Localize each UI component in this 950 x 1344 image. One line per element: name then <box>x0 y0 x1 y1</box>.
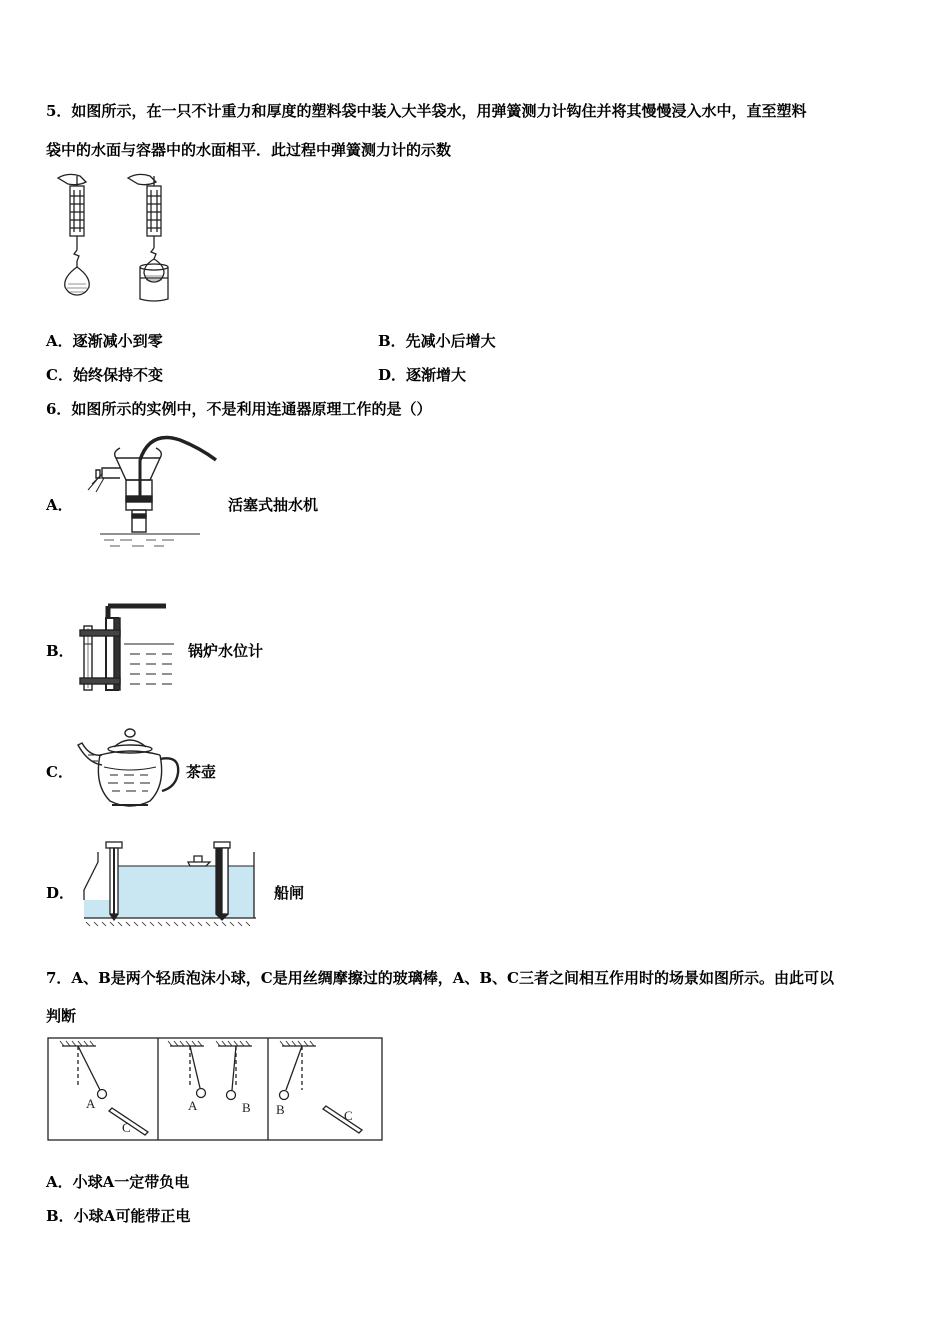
q7-option-a[interactable]: A．小球A一定带负电 <box>46 1173 190 1191</box>
q7-label-b-panel2: B <box>242 1100 251 1115</box>
q7-label-b-panel3: B <box>276 1102 285 1117</box>
q6-option-c-letter[interactable]: C． <box>46 763 73 781</box>
q5-option-b[interactable]: B．先减小后增大 <box>378 332 496 350</box>
q7-option-b[interactable]: B．小球A可能带正电 <box>46 1207 191 1225</box>
q5-stem-line1: 5．如图所示，在一只不计重力和厚度的塑料袋中装入大半袋水，用弹簧测力计钩住并将其慢慢浸入水中，直至塑料 <box>46 102 807 120</box>
q6-option-a-letter[interactable]: A． <box>46 496 73 514</box>
q6-option-d-caption: 船闸 <box>274 884 305 902</box>
q6-option-a-caption: 活塞式抽水机 <box>228 496 319 514</box>
q7-stem-line1: 7．A、B是两个轻质泡沫小球，C是用丝绸摩擦过的玻璃棒，A、B、C三者之间相互作用时的场景如图所示。由此可以 <box>46 969 834 987</box>
q6-option-d-letter[interactable]: D． <box>46 884 75 902</box>
q7-stem-line2: 判断 <box>46 1007 77 1025</box>
q5-figure-spring-scale <box>44 172 184 307</box>
q5-option-d[interactable]: D．逐渐增大 <box>378 366 467 384</box>
q6-figure-teapot <box>70 725 185 815</box>
q6-option-b-letter[interactable]: B． <box>46 642 74 660</box>
q6-option-b-caption: 锅炉水位计 <box>188 642 264 660</box>
q7-label-a-panel1: A <box>86 1096 96 1111</box>
q7-label-c-panel3: C <box>344 1108 353 1123</box>
q7-label-a-panel2: A <box>188 1098 198 1113</box>
q6-figure-piston-pump <box>80 430 220 550</box>
q6-stem: 6．如图所示的实例中，不是利用连通器原理工作的是（） <box>46 400 432 418</box>
q6-figure-boiler-gauge <box>78 600 183 700</box>
q5-option-a[interactable]: A．逐渐减小到零 <box>46 332 163 350</box>
q6-option-c-caption: 茶壶 <box>186 763 217 781</box>
q7-figure-interaction <box>46 1036 384 1144</box>
q5-stem-line2: 袋中的水面与容器中的水面相平．此过程中弹簧测力计的示数 <box>46 141 452 159</box>
q6-figure-ship-lock <box>80 838 265 933</box>
q5-option-c[interactable]: C．始终保持不变 <box>46 366 163 384</box>
q7-label-c-panel1: C <box>122 1120 131 1135</box>
